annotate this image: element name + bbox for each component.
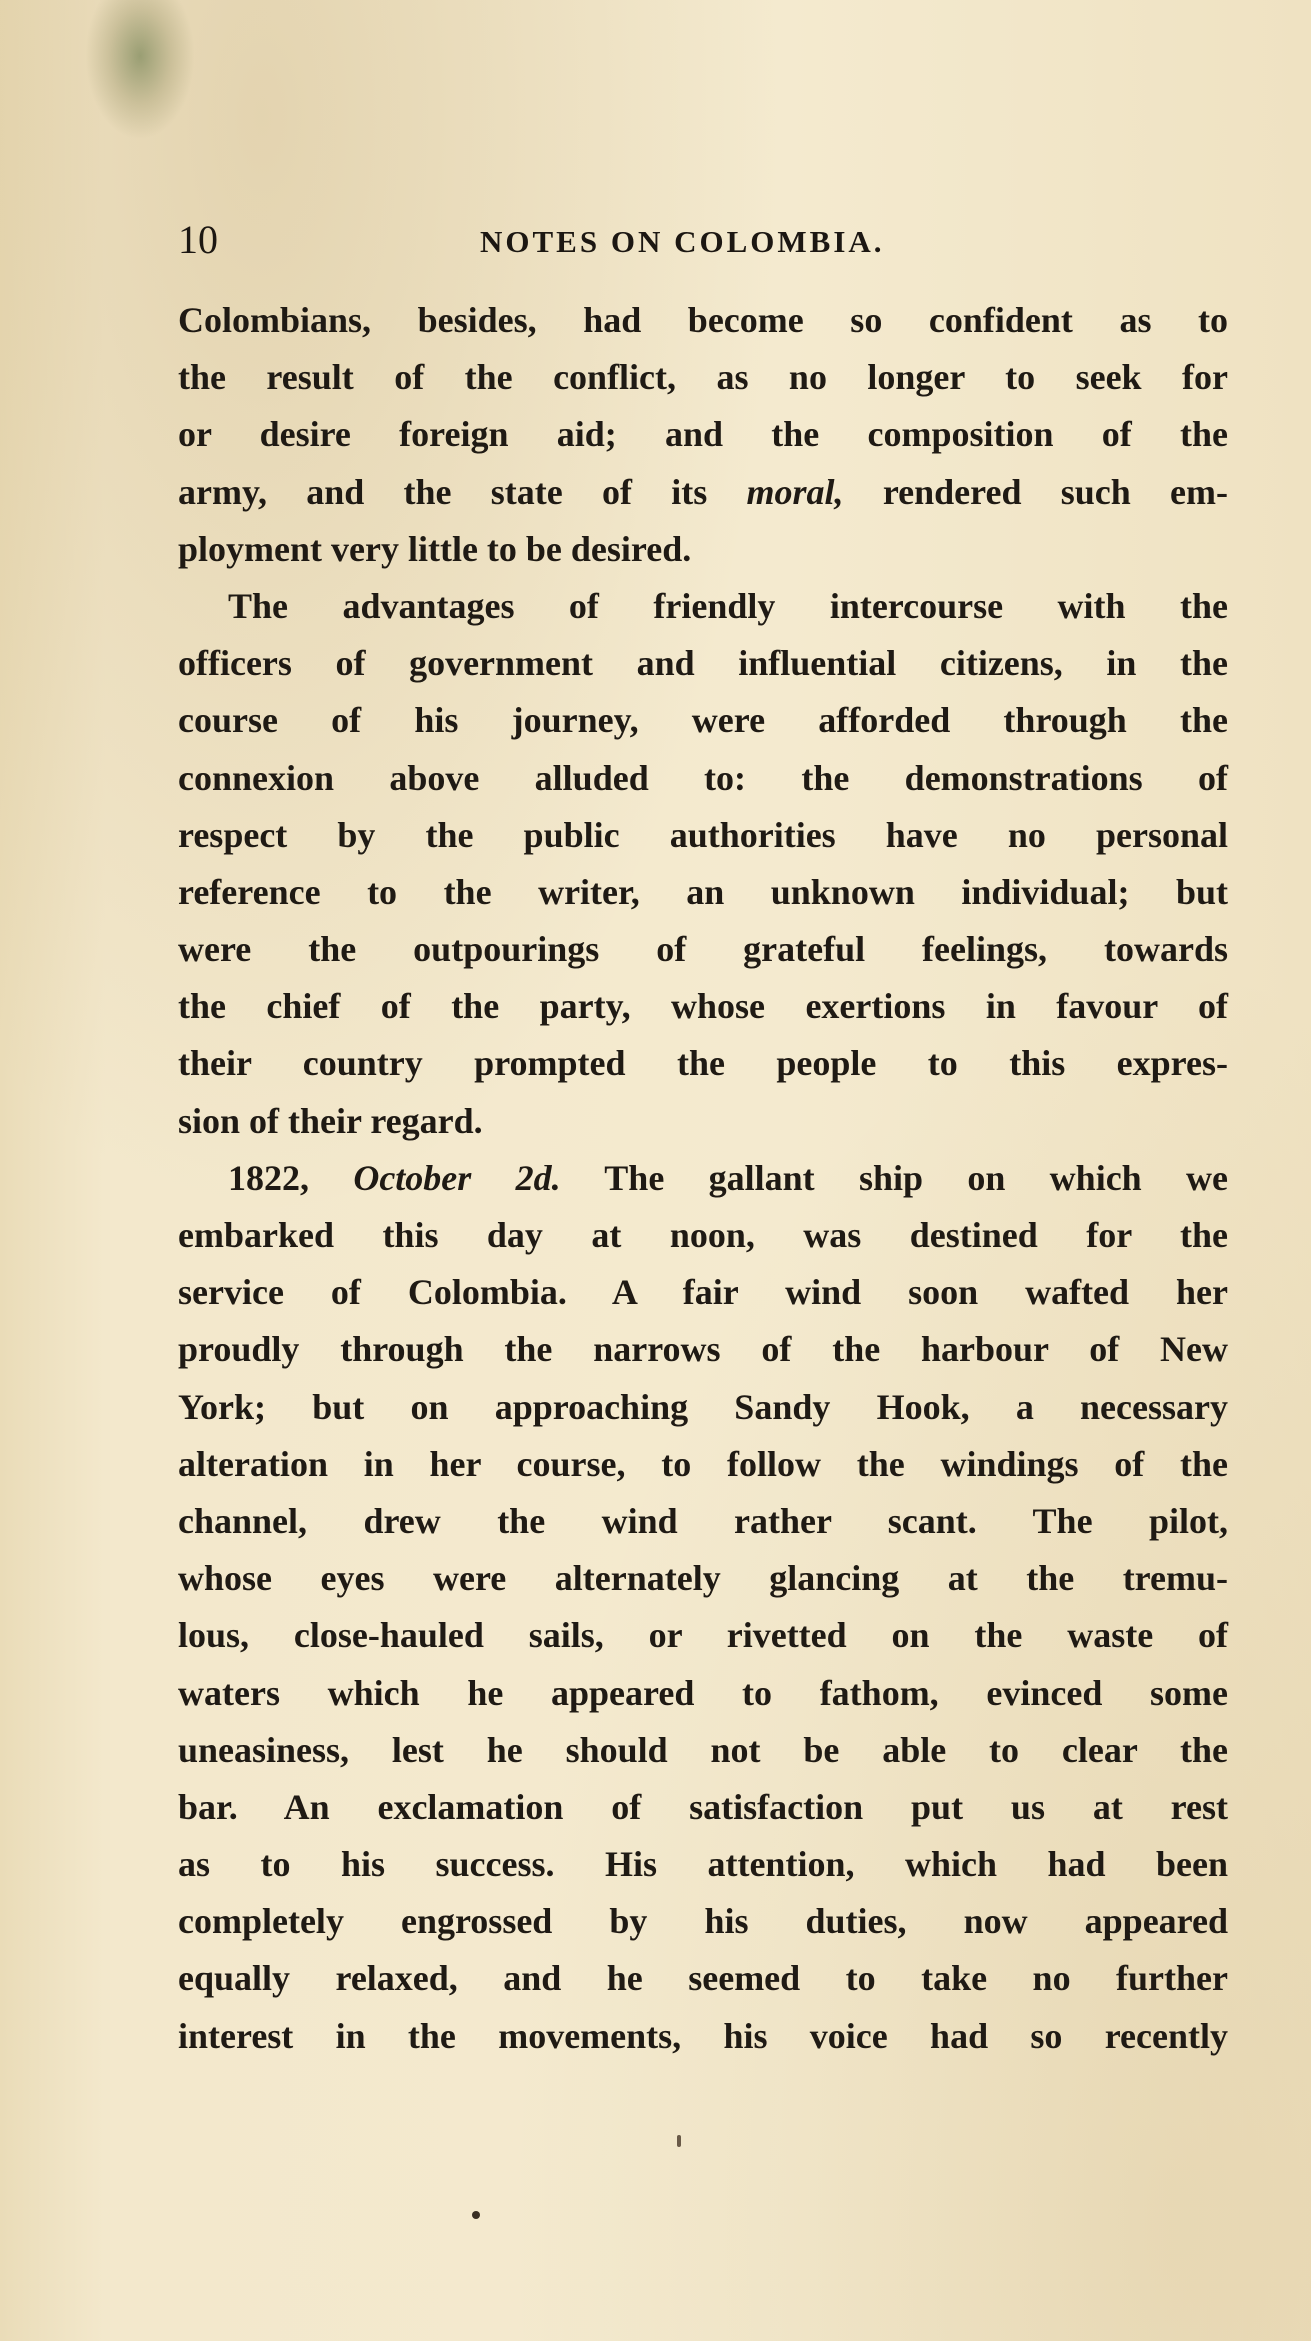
text-run: The gallant ship on which we (604, 1157, 1228, 1198)
text-line: Colombians, besides, had become so confident as to (178, 300, 1228, 340)
text-line: completely engrossed by his duties, now appeared (178, 1901, 1228, 1942)
text-line (178, 464, 1228, 521)
page-number: 10 (178, 217, 218, 262)
text-line: their country prompted the people to this expres- (178, 1043, 1228, 1084)
text-line: equally relaxed, and he seemed to take no further (178, 1958, 1228, 1999)
text-line: alteration in her course, to follow the windings of the (178, 1443, 1228, 1484)
text-line: bar. An exclamation of satisfaction put us at rest (178, 1786, 1228, 1827)
text-line: or desire foreign aid; and the composition of the (178, 414, 1228, 455)
text-line: respect by the public authorities have no personal (178, 814, 1228, 855)
text-line: whose eyes were alternately glancing at the tremu- (178, 1558, 1228, 1599)
text-line: course of his journey, were afforded through the (178, 700, 1228, 741)
text-line: officers of government and influential citizens, in the (178, 643, 1228, 684)
text-line: waters which he appeared to fathom, evinced some (178, 1672, 1228, 1713)
page-header (178, 216, 1228, 266)
text-line: sion of their regard. (178, 1100, 483, 1141)
text-line: ployment very little to be desired. (178, 528, 692, 569)
italic-text: moral, (746, 471, 844, 512)
text-line: connexion above alluded to: the demonstrations of (178, 757, 1228, 798)
text-line: proudly through the narrows of the harbour of New (178, 1329, 1228, 1370)
text-line: York; but on approaching Sandy Hook, a necessary (178, 1386, 1228, 1427)
text-line: reference to the writer, an unknown individual; but (178, 871, 1228, 912)
ink-speck (677, 2135, 681, 2147)
text-line: service of Colombia. A fair wind soon wafted her (178, 1272, 1228, 1313)
text-line: lous, close-hauled sails, or rivetted on the waste of (178, 1615, 1228, 1656)
text-line: uneasiness, lest he should not be able to clear the (178, 1729, 1228, 1770)
text-line: the chief of the party, whose exertions in favour of (178, 986, 1228, 1027)
text-run: rendered such em- (882, 471, 1228, 512)
date-year: 1822, (228, 1157, 309, 1198)
text-line (178, 1150, 1228, 1207)
running-head: NOTES ON COLOMBIA. (480, 224, 885, 259)
text-line: as to his success. His attention, which had been (178, 1844, 1228, 1885)
text-line: embarked this day at noon, was destined for the (178, 1215, 1228, 1255)
text-line: channel, drew the wind rather scant. The pilot, (178, 1500, 1228, 1541)
text-line: The advantages of friendly intercourse with the (228, 585, 1228, 626)
text-line: the result of the conflict, as no longer to seek for (178, 357, 1228, 398)
text-line: were the outpourings of grateful feelings, towards (178, 929, 1228, 970)
text-run: army, and the state of its (178, 471, 708, 512)
body-text (178, 292, 1228, 2065)
text-line: interest in the movements, his voice had so recently (178, 2015, 1228, 2056)
page-stain (85, 0, 195, 140)
ink-speck (472, 2211, 480, 2219)
date-italic: October 2d. (353, 1157, 561, 1198)
